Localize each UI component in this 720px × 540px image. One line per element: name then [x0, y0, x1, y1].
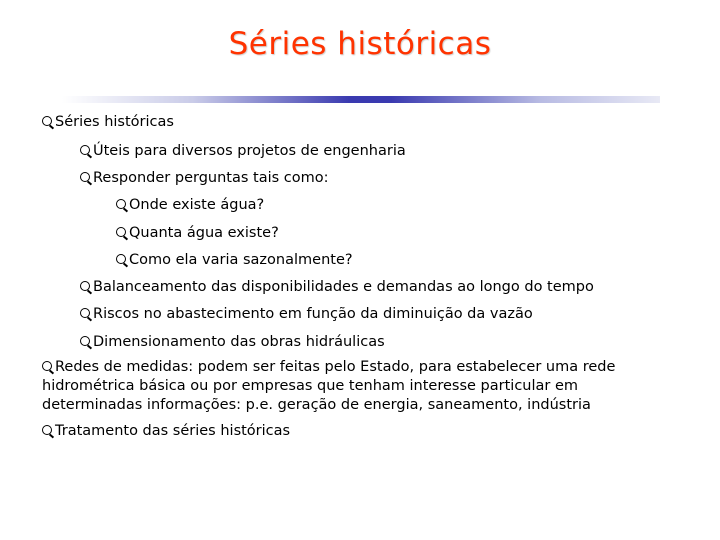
bullet-text: Dimensionamento das obras hidráulicas	[93, 334, 385, 350]
bullet-text: Como ela varia sazonalmente?	[129, 252, 353, 268]
bullet-level1-redes	[42, 358, 662, 415]
bullet-text: Riscos no abastecimento em função da diminuição da vazão	[93, 306, 533, 322]
bullet-text: Quanta água existe?	[129, 225, 279, 241]
bullet-level3-onde	[116, 196, 264, 215]
bullet-level2-uteis	[80, 142, 406, 161]
bullet-level3-quanta	[116, 224, 279, 243]
bullet-level2-responder	[80, 169, 329, 188]
bullet-level2-balanceamento	[80, 278, 594, 297]
title-divider	[62, 96, 660, 103]
bullet-text: Redes de medidas: podem ser feitas pelo Estado, para estabelecer uma rede hidrométrica básica ou por empresas que tenham interesse particular em determinadas informações: p.e. geração de energia, saneamento, indústria	[42, 359, 616, 413]
q-bullet-icon	[80, 281, 90, 291]
q-bullet-icon	[42, 116, 52, 126]
bullet-text: Séries históricas	[55, 114, 174, 130]
q-bullet-icon	[80, 172, 90, 182]
bullet-level2-riscos	[80, 305, 533, 324]
bullet-text: Úteis para diversos projetos de engenharia	[93, 143, 406, 159]
q-bullet-icon	[42, 425, 52, 435]
q-bullet-icon	[42, 361, 52, 371]
slide-title: Séries históricas	[228, 26, 492, 62]
bullet-text: Onde existe água?	[129, 197, 265, 213]
q-bullet-icon	[80, 336, 90, 346]
bullet-level2-dimensionamento	[80, 333, 385, 352]
bullet-text: Balanceamento das disponibilidades e demandas ao longo do tempo	[93, 279, 594, 295]
q-bullet-icon	[116, 254, 126, 264]
q-bullet-icon	[116, 199, 126, 209]
bullet-text: Responder perguntas tais como:	[93, 170, 329, 186]
q-bullet-icon	[80, 145, 90, 155]
q-bullet-icon	[80, 308, 90, 318]
bullet-text: Tratamento das séries históricas	[55, 423, 291, 439]
q-bullet-icon	[116, 227, 126, 237]
bullet-level1-series	[42, 113, 174, 132]
bullet-level3-como	[116, 251, 353, 270]
bullet-level1-tratamento	[42, 422, 290, 441]
